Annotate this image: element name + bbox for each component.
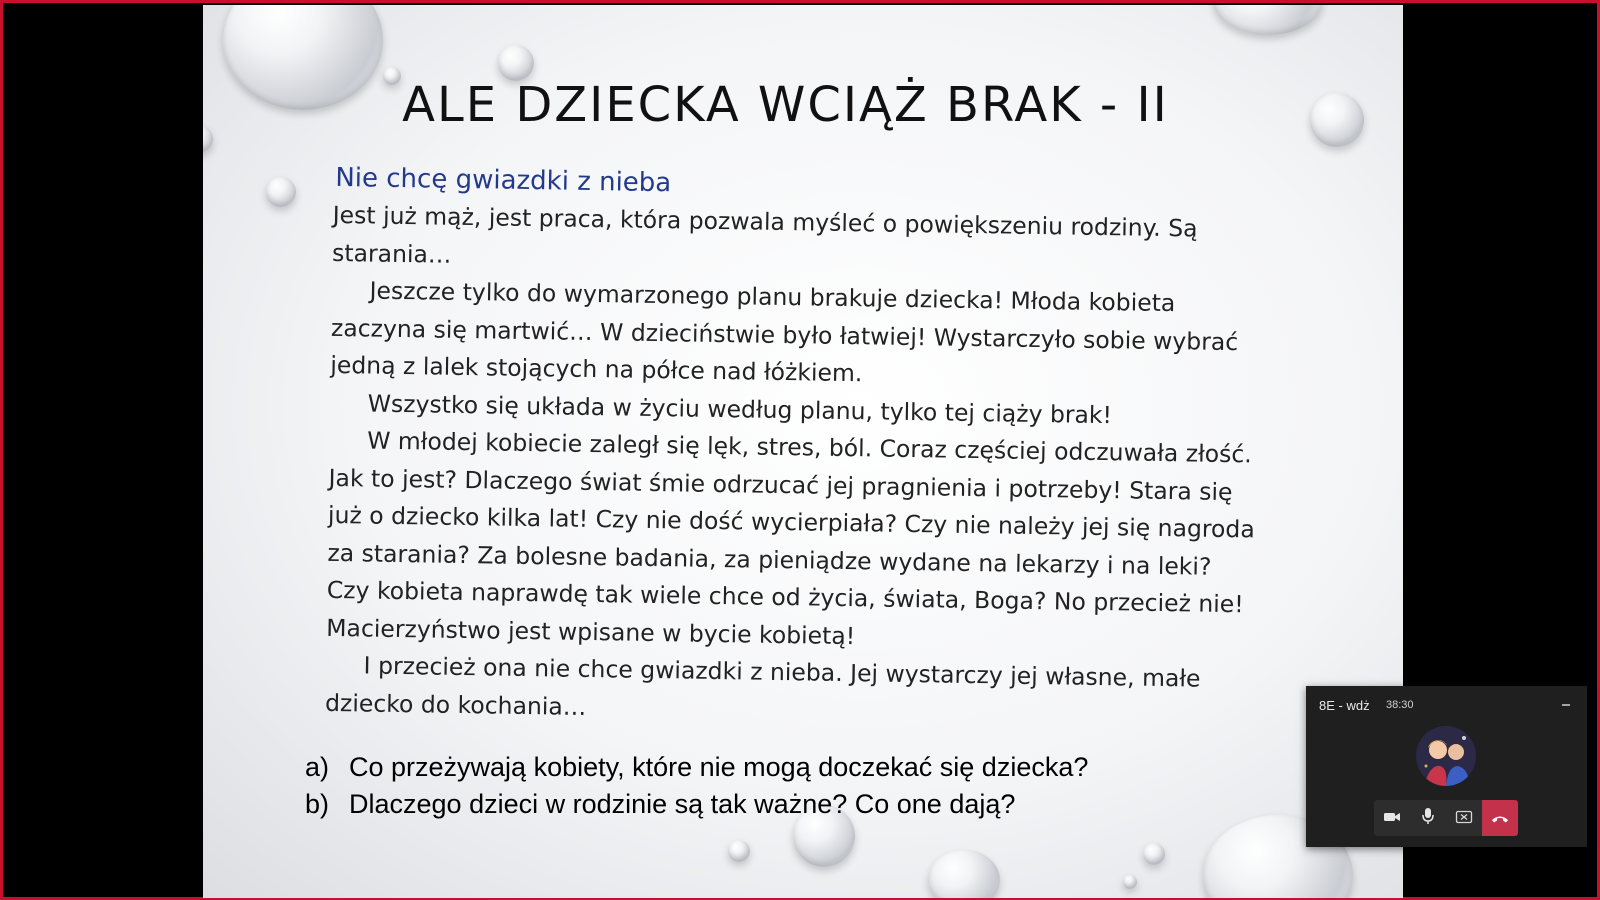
hang-up-icon [1491, 809, 1509, 828]
water-drop-decoration [1213, 5, 1323, 35]
question-letter: b) [305, 789, 330, 819]
excerpt-paragraph: Jest już mąż, jest praca, która pozwala myśleć o powiększeniu rodziny. Są starania… [331, 200, 1198, 269]
water-drop-decoration [266, 177, 296, 207]
question-text: Dlaczego dzieci w rodzinie są tak ważne? Co one dają? [349, 789, 1016, 819]
book-excerpt-scan [307, 163, 1261, 753]
video-camera-icon [1383, 809, 1401, 828]
excerpt-paragraph: Wszystko się układa w życiu według planu, tylko tej ciąży brak! [367, 388, 1113, 429]
excerpt-paragraph: Jeszcze tylko do wymarzonego planu brakuje dziecka! Młoda kobieta zaczyna się martwić… W dzieciństwie było łatwiej! Wystarczyło sobie wybrać jedną z lalek stojących na półce nad łóżkiem. [330, 276, 1239, 388]
water-drop-decoration [1143, 843, 1165, 865]
water-drop-decoration [1123, 875, 1137, 889]
slide-title: ALE DZIECKA WCIĄŻ BRAK - II [402, 77, 1169, 133]
avatar[interactable] [1416, 726, 1476, 786]
meeting-duration: 38:30 [1386, 699, 1414, 711]
share-screen-icon [1455, 809, 1473, 828]
water-drop-decoration [498, 45, 534, 81]
microphone-toggle-button[interactable] [1410, 800, 1446, 836]
presentation-slide [203, 5, 1403, 898]
call-controls [1374, 800, 1518, 836]
microphone-icon [1421, 807, 1435, 829]
water-drop-decoration [928, 850, 1000, 898]
share-screen-button[interactable] [1446, 800, 1482, 836]
question-item [305, 749, 1088, 786]
question-letter: a) [305, 752, 330, 782]
excerpt-heading: Nie chcę gwiazdki z nieba [335, 162, 672, 199]
question-item [305, 786, 1088, 823]
excerpt-paragraph: I przecież ona nie chce gwiazdki z nieba. Jej wystarczy jej własne, małe dziecko do kochania… [324, 651, 1201, 721]
meeting-name: 8E - wdż [1319, 698, 1370, 713]
question-list [305, 749, 1088, 823]
water-drop-decoration [728, 840, 750, 862]
excerpt-paragraph: W młodej kobiecie zaległ się lęk, stres, ból. Coraz częściej odczuwała złość. Jak to jest? Dlaczego świat śmie odrzucać jej pragnienia i potrzeby! Stara się już o dziecko kilka lat! Czy nie dość wycierpiała? Czy nie należy jej się nagroda za starania? Za bolesne badania, za pieniądze wydane na lekarzy i na leki? Czy kobieta naprawdę tak wiele chce od życia, świata, Boga? No przecież nie! Macierzyństwo jest wpisane w bycie kobietą! [326, 426, 1255, 650]
question-text: Co przeżywają kobiety, które nie mogą doczekać się dziecka? [349, 752, 1089, 782]
camera-toggle-button[interactable] [1374, 800, 1410, 836]
hang-up-button[interactable] [1482, 800, 1518, 836]
meeting-mini-window[interactable] [1306, 686, 1587, 847]
minimize-icon[interactable] [1559, 696, 1573, 710]
excerpt-body [325, 197, 1263, 737]
